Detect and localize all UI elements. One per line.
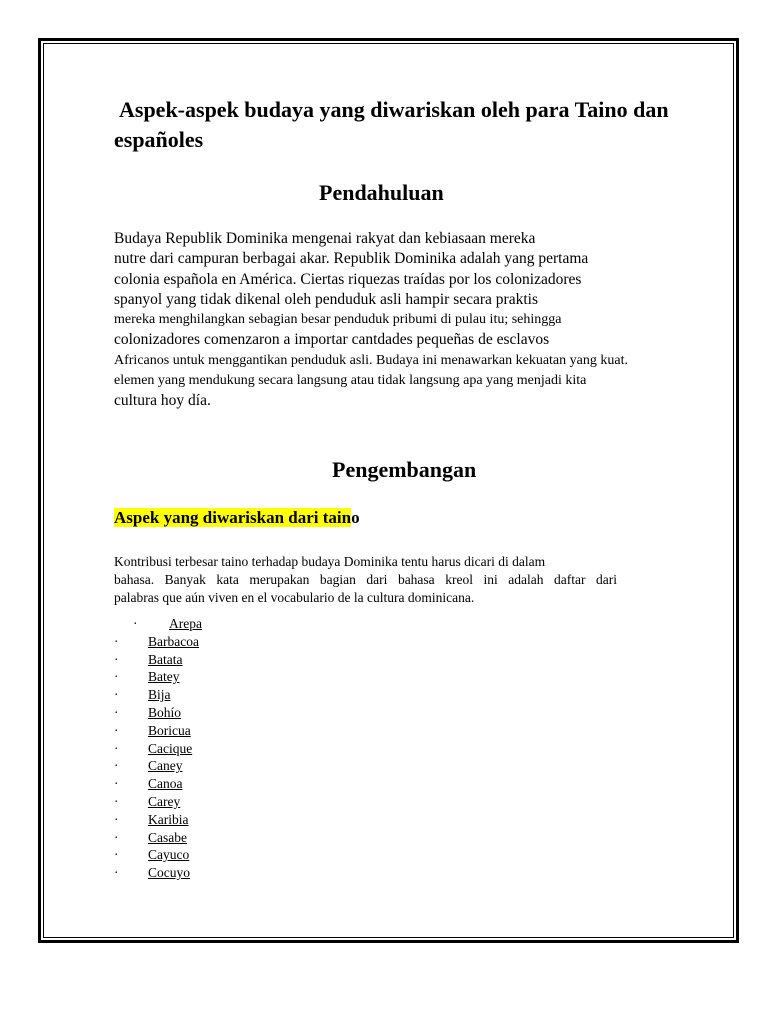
intro-line: elemen yang mendukung secara langsung atau tidak langsung apa yang menjadi kita <box>114 373 587 389</box>
bullet-icon: · <box>114 669 119 685</box>
word-link[interactable]: Karibia <box>148 811 189 827</box>
word-link[interactable]: Batata <box>148 651 183 667</box>
word-link[interactable]: Canoa <box>148 776 183 792</box>
bullet-icon: · <box>114 633 119 649</box>
contribution-line: Kontribusi terbesar taino terhadap budaya Dominika tentu harus dicari di dalam <box>114 554 546 569</box>
word-link[interactable]: Caney <box>148 758 183 774</box>
intro-line: Africanos untuk menggantikan penduduk asli. Budaya ini menawarkan kekuatan yang kuat. <box>114 352 628 368</box>
bullet-icon: · <box>133 616 138 631</box>
word-link[interactable]: Bija <box>148 687 171 703</box>
contribution-paragraph <box>114 553 617 607</box>
subheading-taino-heritage <box>114 506 360 530</box>
word-link[interactable]: Barbacoa <box>148 633 199 649</box>
contribution-line: palabras que aún viven en el vocabulario de la cultura dominicana. <box>114 590 475 605</box>
highlighted-text: Aspek yang diwariskan dari tain <box>114 508 352 527</box>
word-link[interactable]: Casabe <box>148 829 187 845</box>
bullet-icon: · <box>114 687 119 703</box>
intro-line: mereka menghilangkan sebagian besar penduduk pribumi di pulau itu; sehingga <box>114 312 562 328</box>
subheading-tail: o <box>351 508 360 527</box>
section-heading-development: Pengembangan <box>332 457 477 482</box>
intro-line: cultura hoy día. <box>114 392 211 410</box>
word-link[interactable]: Cocuyo <box>148 865 190 881</box>
bullet-icon: · <box>114 704 119 720</box>
word-link[interactable]: Arepa <box>169 616 202 631</box>
bullet-icon: · <box>114 811 119 827</box>
intro-line: colonizadores comenzaron a importar cantdades pequeñas de esclavos <box>114 331 550 349</box>
word-link[interactable]: Batey <box>148 669 180 685</box>
word-link[interactable]: Boricua <box>148 722 191 738</box>
word-link[interactable]: Carey <box>148 793 181 809</box>
word-link[interactable]: Cayuco <box>148 847 190 863</box>
section-heading-introduction: Pendahuluan <box>319 180 444 205</box>
word-link[interactable]: Cacique <box>148 740 193 756</box>
intro-line: spanyol yang tidak dikenal oleh penduduk asli hampir secara praktis <box>114 290 538 308</box>
bullet-icon: · <box>114 865 119 881</box>
document-title: Aspek-aspek budaya yang diwariskan oleh para Taino dan españoles <box>114 97 669 152</box>
intro-line: nutre dari campuran berbagai akar. Republik Dominika adalah yang pertama <box>114 250 589 268</box>
bullet-icon: · <box>114 793 119 809</box>
bullet-icon: · <box>114 776 119 792</box>
word-link[interactable]: Bohío <box>148 704 182 720</box>
bullet-icon: · <box>114 847 119 863</box>
bullet-icon: · <box>114 651 119 667</box>
bullet-icon: · <box>114 829 119 845</box>
introduction-paragraph <box>114 229 714 412</box>
bullet-icon: · <box>114 740 119 756</box>
bullet-icon: · <box>114 722 119 738</box>
intro-line: Budaya Republik Dominika mengenai rakyat dan kebiasaan mereka <box>114 230 536 247</box>
contribution-line: bahasa. Banyak kata merupakan bagian dari bahasa kreol ini adalah daftar dari <box>114 572 617 587</box>
bullet-icon: · <box>114 758 119 774</box>
intro-line: colonia española en América. Ciertas riquezas traídas por los colonizadores <box>114 270 582 288</box>
